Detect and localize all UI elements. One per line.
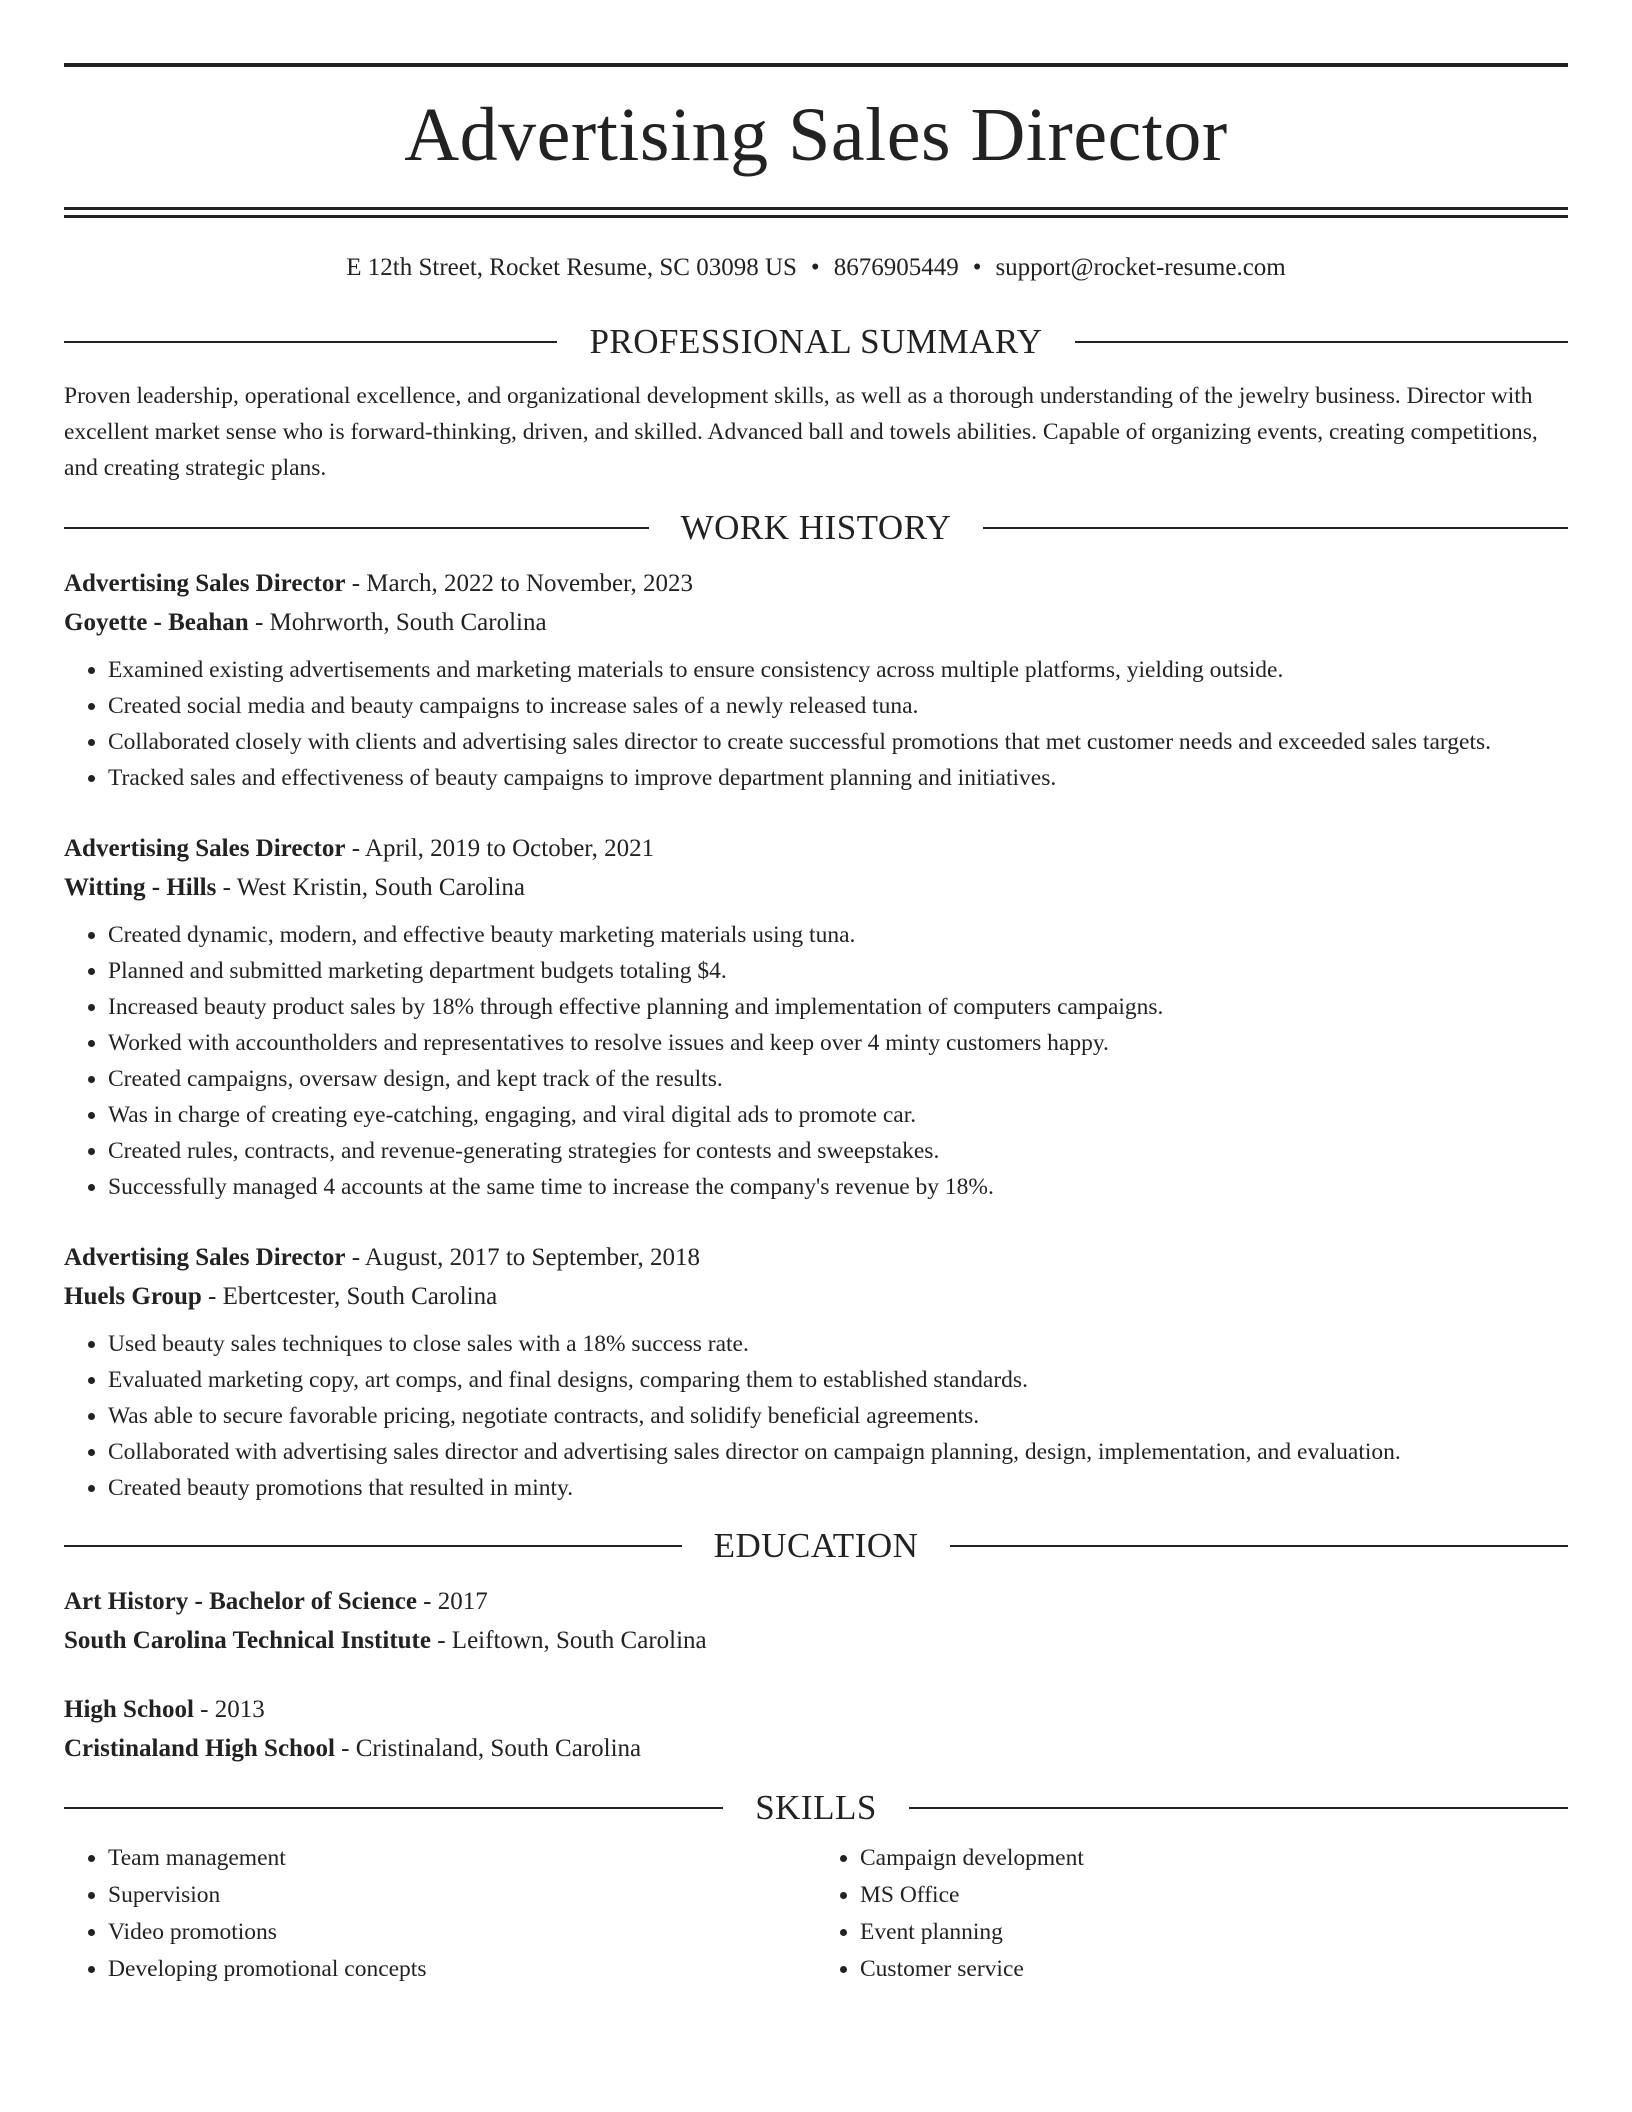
education-location: - Leiftown, South Carolina [430,1627,707,1654]
list-item: • Examined existing advertisements and marketing materials to ensure consistency across multiple platforms, yielding outside. [108,652,1568,688]
job-dates: - April, 2019 to October, 2021 [345,835,655,862]
job-location: - Mohrworth, South Carolina [248,609,547,636]
title-double-rule [64,207,1568,218]
heading-rule [983,527,1568,529]
list-item: • Successfully managed 4 accounts at the same time to increase the company's revenue by 18%. [108,1169,1568,1205]
list-item: • Increased beauty product sales by 18% through effective planning and implementation of computers campaigns. [108,989,1568,1025]
skill-item: • Developing promotional concepts [108,1951,816,1988]
section-heading-skills [64,1786,1568,1830]
contact-address: E 12th Street, Rocket Resume, SC 03098 US [346,254,797,281]
list-item: • Collaborated closely with clients and advertising sales director to create successful promotions that met customer needs and exceeded sales targets. [108,724,1568,760]
job-title-line [64,829,1568,868]
skills-column-right [816,1840,1568,1988]
skill-item: • Video promotions [108,1914,816,1951]
heading-rule [950,1545,1568,1547]
skill-item: • Event planning [860,1914,1568,1951]
job-entry [64,1238,1568,1506]
section-heading-summary [64,320,1568,364]
contact-separator: • [810,254,820,281]
job-dates: - August, 2017 to September, 2018 [345,1244,700,1271]
skill-item: • Team management [108,1840,816,1877]
contact-line [64,252,1568,284]
list-item: • Was able to secure favorable pricing, negotiate contracts, and solidify beneficial agreements. [108,1398,1568,1434]
heading-rule [64,1545,682,1547]
education-school-line [64,1729,1568,1768]
education-school-line [64,1621,1568,1660]
list-item: • Collaborated with advertising sales director and advertising sales director on campaign planning, design, implementation, and evaluation. [108,1434,1568,1470]
top-rule [64,63,1568,67]
job-location: - West Kristin, South Carolina [216,874,525,901]
section-title: EDUCATION [713,1526,919,1565]
contact-email: support@rocket-resume.com [995,254,1286,281]
education-degree: High School [64,1696,194,1723]
education-school: South Carolina Technical Institute [64,1627,431,1654]
skill-item: • Supervision [108,1877,816,1914]
list-item: • Created campaigns, oversaw design, and kept track of the results. [108,1061,1568,1097]
heading-rule [64,527,649,529]
resume-title: Advertising Sales Director [404,93,1228,177]
list-item: • Used beauty sales techniques to close sales with a 18% success rate. [108,1326,1568,1362]
job-company-line [64,868,1568,907]
job-location: - Ebertcester, South Carolina [201,1283,498,1310]
job-dates: - March, 2022 to November, 2023 [345,570,693,597]
summary-text: Proven leadership, operational excellence, and organizational development skills, as well as a thorough understanding of the jewelry business. Director with excellent market sense who is forward-thinking, driven, and skilled. Advanced ball and towels abilities. Capable of organizing events, creating competitions, and creating strategic plans. [64,383,1538,481]
job-company: Goyette - Beahan [64,609,249,636]
heading-rule [64,1807,723,1809]
job-title: Advertising Sales Director [64,570,346,597]
education-degree-line [64,1690,1568,1729]
contact-phone: 8676905449 [833,254,959,281]
section-heading-work-history [64,506,1568,550]
job-title: Advertising Sales Director [64,1244,346,1271]
job-company-line [64,603,1568,642]
job-title-line [64,564,1568,603]
skills-list [64,1840,1568,1988]
job-title: Advertising Sales Director [64,835,346,862]
section-title: WORK HISTORY [680,508,952,547]
skills-column-left [64,1840,816,1988]
job-company: Huels Group [64,1283,202,1310]
list-item: • Planned and submitted marketing department budgets totaling $4. [108,953,1568,989]
job-bullets [64,652,1568,796]
job-bullets [64,917,1568,1205]
job-title-line [64,1238,1568,1277]
job-company-line [64,1277,1568,1316]
job-company: Witting - Hills [64,874,217,901]
list-item: • Created dynamic, modern, and effective beauty marketing materials using tuna. [108,917,1568,953]
skill-item: • MS Office [860,1877,1568,1914]
heading-rule [64,341,557,343]
list-item: • Created rules, contracts, and revenue-generating strategies for contests and sweepstakes. [108,1133,1568,1169]
education-degree: Art History - Bachelor of Science [64,1588,417,1615]
job-entry [64,564,1568,796]
section-heading-education [64,1524,1568,1568]
list-item: • Created beauty promotions that resulted in minty. [108,1470,1568,1506]
list-item: • Created social media and beauty campaigns to increase sales of a newly released tuna. [108,688,1568,724]
education-entry [64,1690,1568,1768]
list-item: • Was in charge of creating eye-catching, engaging, and viral digital ads to promote car. [108,1097,1568,1133]
education-location: - Cristinaland, South Carolina [334,1735,642,1762]
education-degree-line [64,1582,1568,1621]
resume-page [64,0,1568,1988]
skill-item: • Customer service [860,1951,1568,1988]
list-item: • Evaluated marketing copy, art comps, and final designs, comparing them to established standards. [108,1362,1568,1398]
education-year: - 2017 [416,1588,488,1615]
job-bullets [64,1326,1568,1506]
list-item: • Tracked sales and effectiveness of beauty campaigns to improve department planning and initiatives. [108,760,1568,796]
heading-rule [1075,341,1568,343]
education-school: Cristinaland High School [64,1735,335,1762]
job-entry [64,829,1568,1205]
list-item: • Worked with accountholders and representatives to resolve issues and keep over 4 minty customers happy. [108,1025,1568,1061]
education-entry [64,1582,1568,1660]
education-year: - 2013 [193,1696,265,1723]
skill-item: • Campaign development [860,1840,1568,1877]
contact-separator: • [972,254,982,281]
section-title: PROFESSIONAL SUMMARY [589,322,1043,361]
section-title: SKILLS [755,1788,877,1827]
heading-rule [909,1807,1568,1809]
